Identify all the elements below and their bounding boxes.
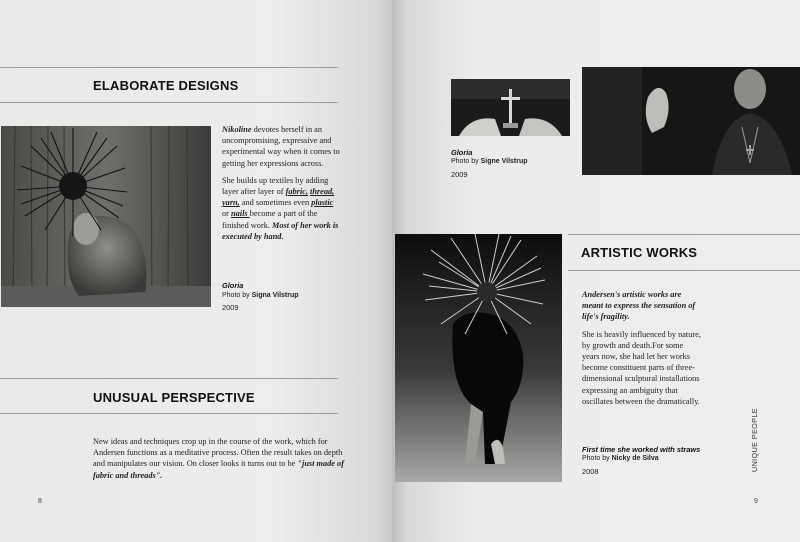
page-number-right: 9 bbox=[754, 498, 758, 505]
intro-text: devotes herself in an uncompromising, expressive and experimental way when it comes to getting her expressions across. bbox=[222, 125, 340, 168]
keyword-thread: thread, bbox=[310, 187, 335, 197]
caption-year: 2009 bbox=[222, 303, 239, 312]
photo-illustration-tall bbox=[395, 234, 562, 482]
section-rule-bottom bbox=[0, 413, 338, 414]
artistic-text-block bbox=[582, 289, 702, 413]
photographer-name-top: Signe Vilstrup bbox=[480, 158, 528, 165]
perspective-body: New ideas and techniques crop up in the course of the work, which for Andersen functions as a meditative process. Often the result takes on depth and manipulates our vision. On closer looks it turns out to be bbox=[93, 437, 343, 469]
artistic-lead: Andersen's artistic works are meant to express the sensation of life's fragility. bbox=[582, 290, 696, 322]
para2-text-4: become a part of the finished work. bbox=[222, 209, 318, 230]
caption-top-title: Gloria bbox=[451, 148, 473, 157]
caption-title: Gloria bbox=[222, 281, 244, 290]
para2-text-1: She builds up textiles by adding layer after layer of bbox=[222, 175, 329, 197]
photo-illustration-small bbox=[451, 79, 570, 136]
photo-straw-figure bbox=[395, 234, 562, 482]
vertical-section-label: UNIQUE PEOPLE bbox=[750, 408, 759, 472]
heading-rule bbox=[0, 102, 338, 103]
heading-artistic-works: ARTISTIC WORKS bbox=[581, 245, 698, 260]
keyword-fabric: fabric, bbox=[285, 187, 308, 197]
artistic-rule-top bbox=[568, 234, 800, 235]
left-page bbox=[0, 0, 392, 542]
caption-bottom-year: 2008 bbox=[582, 467, 599, 476]
page-number-left: 8 bbox=[38, 498, 42, 505]
photo-illustration-wide bbox=[582, 67, 800, 175]
caption-credit bbox=[222, 292, 299, 299]
right-page bbox=[392, 0, 800, 542]
para2-text-3: or bbox=[222, 209, 231, 219]
para2-emphasis: Most of her work is executed by hand. bbox=[222, 220, 339, 241]
heading-unusual-perspective: UNUSUAL PERSPECTIVE bbox=[93, 390, 255, 405]
artistic-body: She is heavily influenced by nature, by growth and death.For some years now, she had let her works become constituent parts of three-dimensional sculptural installations expressing an ambiguity that oscillates between the dramatically. bbox=[582, 329, 701, 406]
photo-cross-hands bbox=[451, 79, 570, 136]
intro-text-block bbox=[222, 124, 340, 248]
caption-top-credit bbox=[451, 158, 528, 165]
keyword-yarn: yarn, bbox=[222, 198, 240, 208]
top-rule bbox=[0, 67, 338, 68]
credit-prefix-bottom: Photo by bbox=[582, 455, 612, 462]
heading-elaborate-designs: ELABORATE DESIGNS bbox=[93, 78, 239, 93]
caption-bottom-title: First time she worked with straws bbox=[582, 445, 701, 454]
perspective-quote: "just made of fabric and threads". bbox=[93, 459, 344, 480]
photographer-name: Signa Vilstrup bbox=[251, 292, 299, 299]
para2-text-2: and sometimes even bbox=[239, 198, 312, 208]
photographer-name-bottom: Nicky de Silva bbox=[611, 455, 659, 462]
perspective-text bbox=[93, 436, 345, 481]
caption-bottom-credit bbox=[582, 455, 659, 462]
photo-illustration bbox=[1, 126, 211, 307]
credit-prefix-top: Photo by bbox=[451, 158, 481, 165]
keyword-nails: nails bbox=[231, 209, 250, 219]
artist-name: Nikoline bbox=[222, 125, 252, 134]
photo-dark-portrait bbox=[582, 67, 800, 175]
caption-top-year: 2009 bbox=[451, 170, 468, 179]
photo-gloria-straw-headpiece bbox=[1, 126, 211, 307]
keyword-plastic: plastic bbox=[311, 198, 334, 208]
artistic-rule-bottom bbox=[568, 270, 800, 271]
section-rule-top bbox=[0, 378, 338, 379]
credit-prefix: Photo by bbox=[222, 292, 252, 299]
